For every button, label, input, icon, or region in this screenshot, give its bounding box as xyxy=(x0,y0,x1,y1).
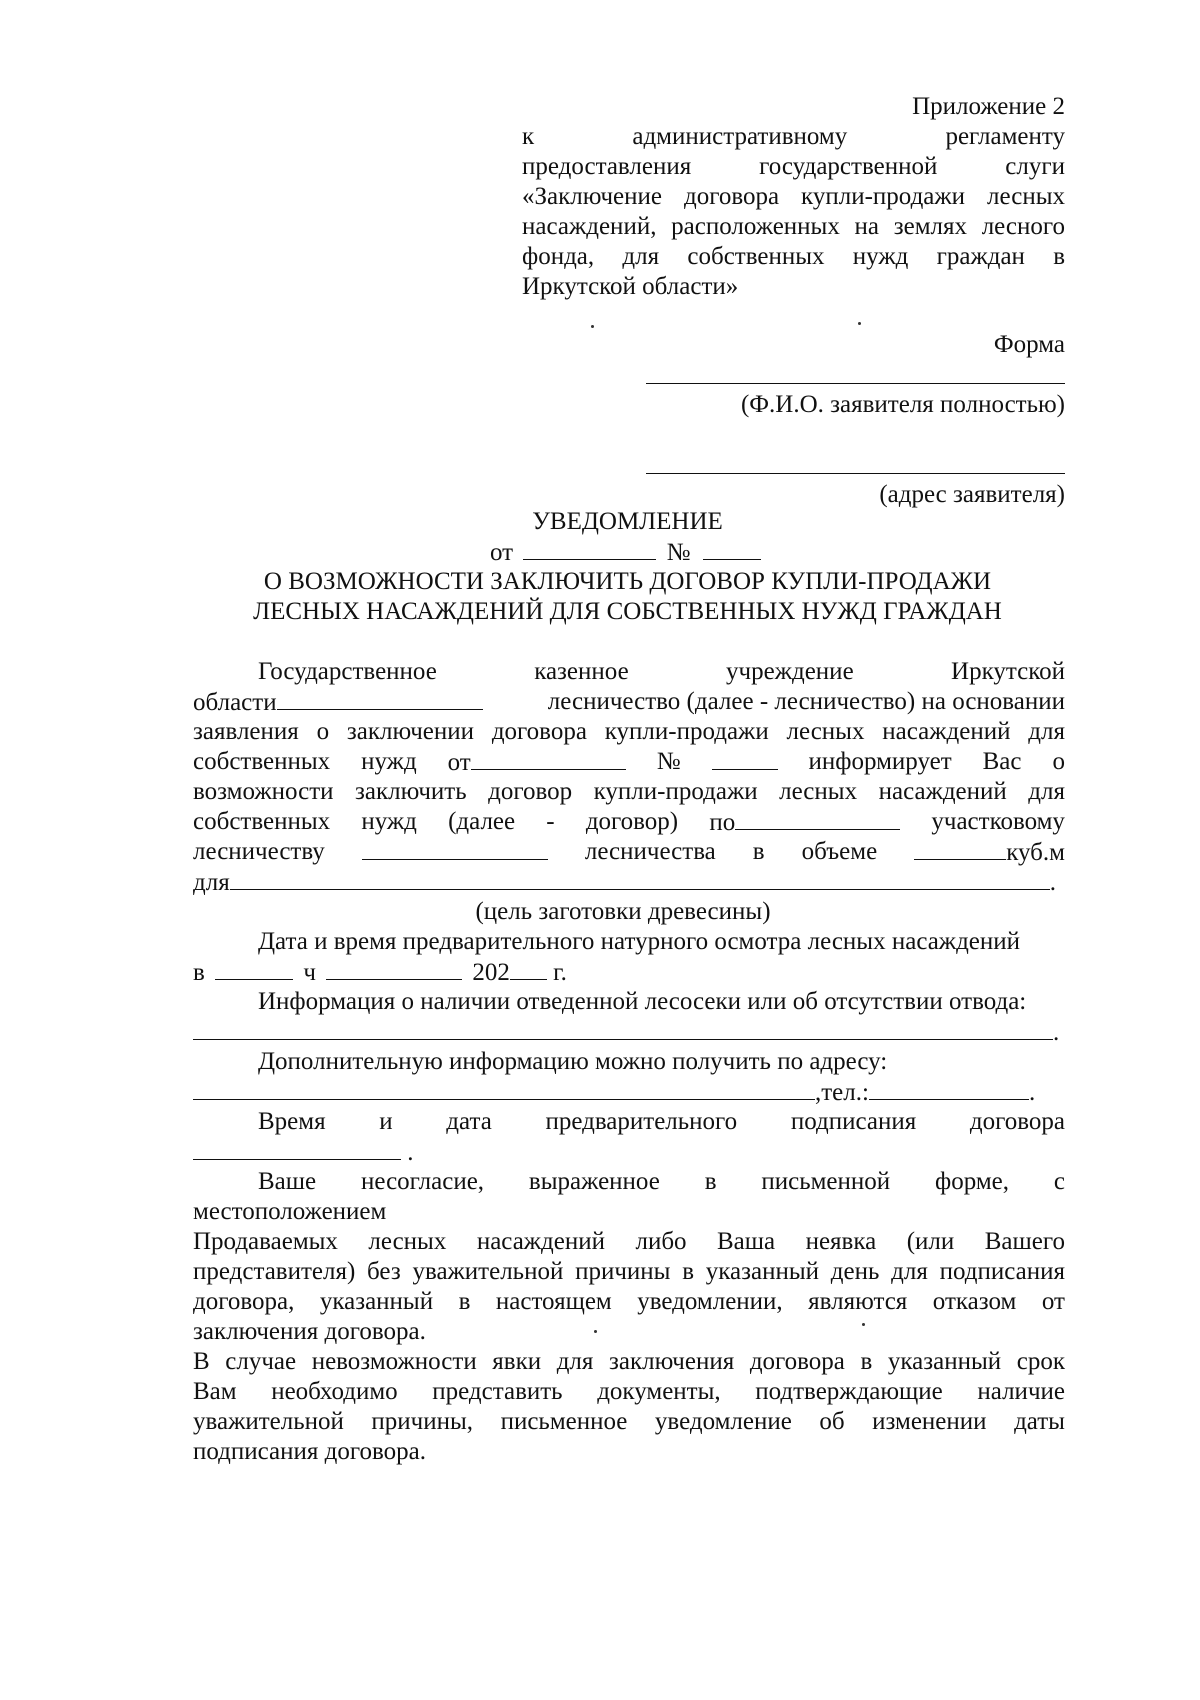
applicant-name-caption: (Ф.И.О. заявителя полностью) xyxy=(740,391,1065,418)
body-line: лесничеству лесничества в объеме куб.м xyxy=(193,838,1065,866)
application-number-field[interactable] xyxy=(712,747,778,770)
scan-speck xyxy=(591,325,594,328)
body-line: В случае невозможности явки для заключения договора в указанный срок xyxy=(193,1348,1065,1375)
notice-number-line: от № xyxy=(490,537,761,568)
forestry-field-2[interactable] xyxy=(362,837,548,860)
body-line: Продаваемых лесных насаждений либо Ваша неявка (или Вашего xyxy=(193,1228,1065,1255)
body-line: Вам необходимо представить документы, подтверждающие наличие xyxy=(193,1378,1065,1405)
header-line-4: насаждений, расположенных на землях лесного xyxy=(522,213,1065,240)
form-label: Форма xyxy=(993,331,1065,358)
body-line: области лесничество (далее - лесничество) на основании xyxy=(193,688,1065,716)
forestry-name-field[interactable] xyxy=(277,687,483,710)
header-line-6: Иркутской области» xyxy=(522,273,739,300)
volume-field[interactable] xyxy=(914,837,1006,860)
signing-time-line: Время и дата предварительного подписания договора xyxy=(258,1108,1065,1135)
notice-number-field[interactable] xyxy=(703,537,761,560)
applicant-address-line[interactable] xyxy=(646,473,1065,474)
body-line: собственных нужд от № информирует Вас о xyxy=(193,748,1065,776)
inspection-date-line: Дата и время предварительного натурного осмотра лесных насаждений xyxy=(258,928,1021,955)
application-date-field[interactable] xyxy=(471,747,626,770)
district-forestry-field[interactable] xyxy=(735,807,900,830)
body-line: подписания договора. xyxy=(193,1438,426,1465)
inspection-date-fields: в ч 202 г. xyxy=(193,959,567,986)
header-line-3: «Заключение договора купли-продажи лесных xyxy=(522,183,1065,210)
inspection-date-field[interactable] xyxy=(326,957,462,980)
applicant-name-line[interactable] xyxy=(646,383,1065,384)
body-line: возможности заключить договор купли-продажи лесных насаждений для xyxy=(193,778,1065,805)
allotment-info-field-line: . xyxy=(193,1017,1059,1048)
scan-speck xyxy=(862,1323,865,1326)
inspection-year-field[interactable] xyxy=(510,957,547,980)
body-line: заявления о заключении договора купли-продажи лесных насаждений для xyxy=(193,718,1065,745)
allotment-info-line: Информация о наличии отведенной лесосеки или об отсутствии отвода: xyxy=(258,988,1027,1015)
body-line: Ваше несогласие, выраженное в письменной форме, с xyxy=(258,1168,1065,1195)
signing-time-field[interactable] xyxy=(193,1137,401,1160)
body-line: для . xyxy=(193,869,1056,896)
appendix-label: Приложение 2 xyxy=(912,93,1065,120)
notice-subtitle-2: ЛЕСНЫХ НАСАЖДЕНИЙ ДЛЯ СОБСТВЕННЫХ НУЖД ГРАЖДАН xyxy=(253,598,1002,625)
body-line: заключения договора. xyxy=(193,1318,426,1345)
body-line: местоположением xyxy=(193,1198,387,1225)
address-phone-line: ,тел.: . xyxy=(193,1077,1035,1108)
scan-speck xyxy=(594,1330,597,1333)
scan-speck xyxy=(858,322,861,325)
inspection-time-field[interactable] xyxy=(215,957,293,980)
address-field[interactable] xyxy=(193,1077,815,1100)
notice-date-field[interactable] xyxy=(523,537,656,560)
purpose-caption: (цель заготовки древесины) xyxy=(475,898,771,925)
additional-info-line: Дополнительную информацию можно получить по адресу: xyxy=(258,1048,888,1075)
phone-field[interactable] xyxy=(869,1077,1029,1100)
header-line-2: предоставления государственной слуги xyxy=(522,153,1065,180)
body-line: собственных нужд (далее - договор) по участковому xyxy=(193,808,1065,836)
header-line-1: к административному регламенту xyxy=(522,123,1065,150)
header-line-5: фонда, для собственных нужд граждан в xyxy=(522,243,1065,270)
applicant-address-caption: (адрес заявителя) xyxy=(879,481,1065,508)
purpose-field[interactable] xyxy=(230,867,1050,890)
body-line: представителя) без уважительной причины в указанный день для подписания xyxy=(193,1258,1065,1285)
allotment-info-field[interactable] xyxy=(193,1017,1053,1040)
body-line: уважительной причины, письменное уведомление об изменении даты xyxy=(193,1408,1065,1435)
notice-title: УВЕДОМЛЕНИЕ xyxy=(532,508,723,535)
body-line: договора, указанный в настоящем уведомлении, являются отказом от xyxy=(193,1288,1065,1315)
body-line: Государственное казенное учреждение Иркутской xyxy=(258,658,1065,685)
signing-time-field-line: . xyxy=(193,1137,414,1168)
notice-subtitle-1: О ВОЗМОЖНОСТИ ЗАКЛЮЧИТЬ ДОГОВОР КУПЛИ-ПРОДАЖИ xyxy=(263,568,992,595)
